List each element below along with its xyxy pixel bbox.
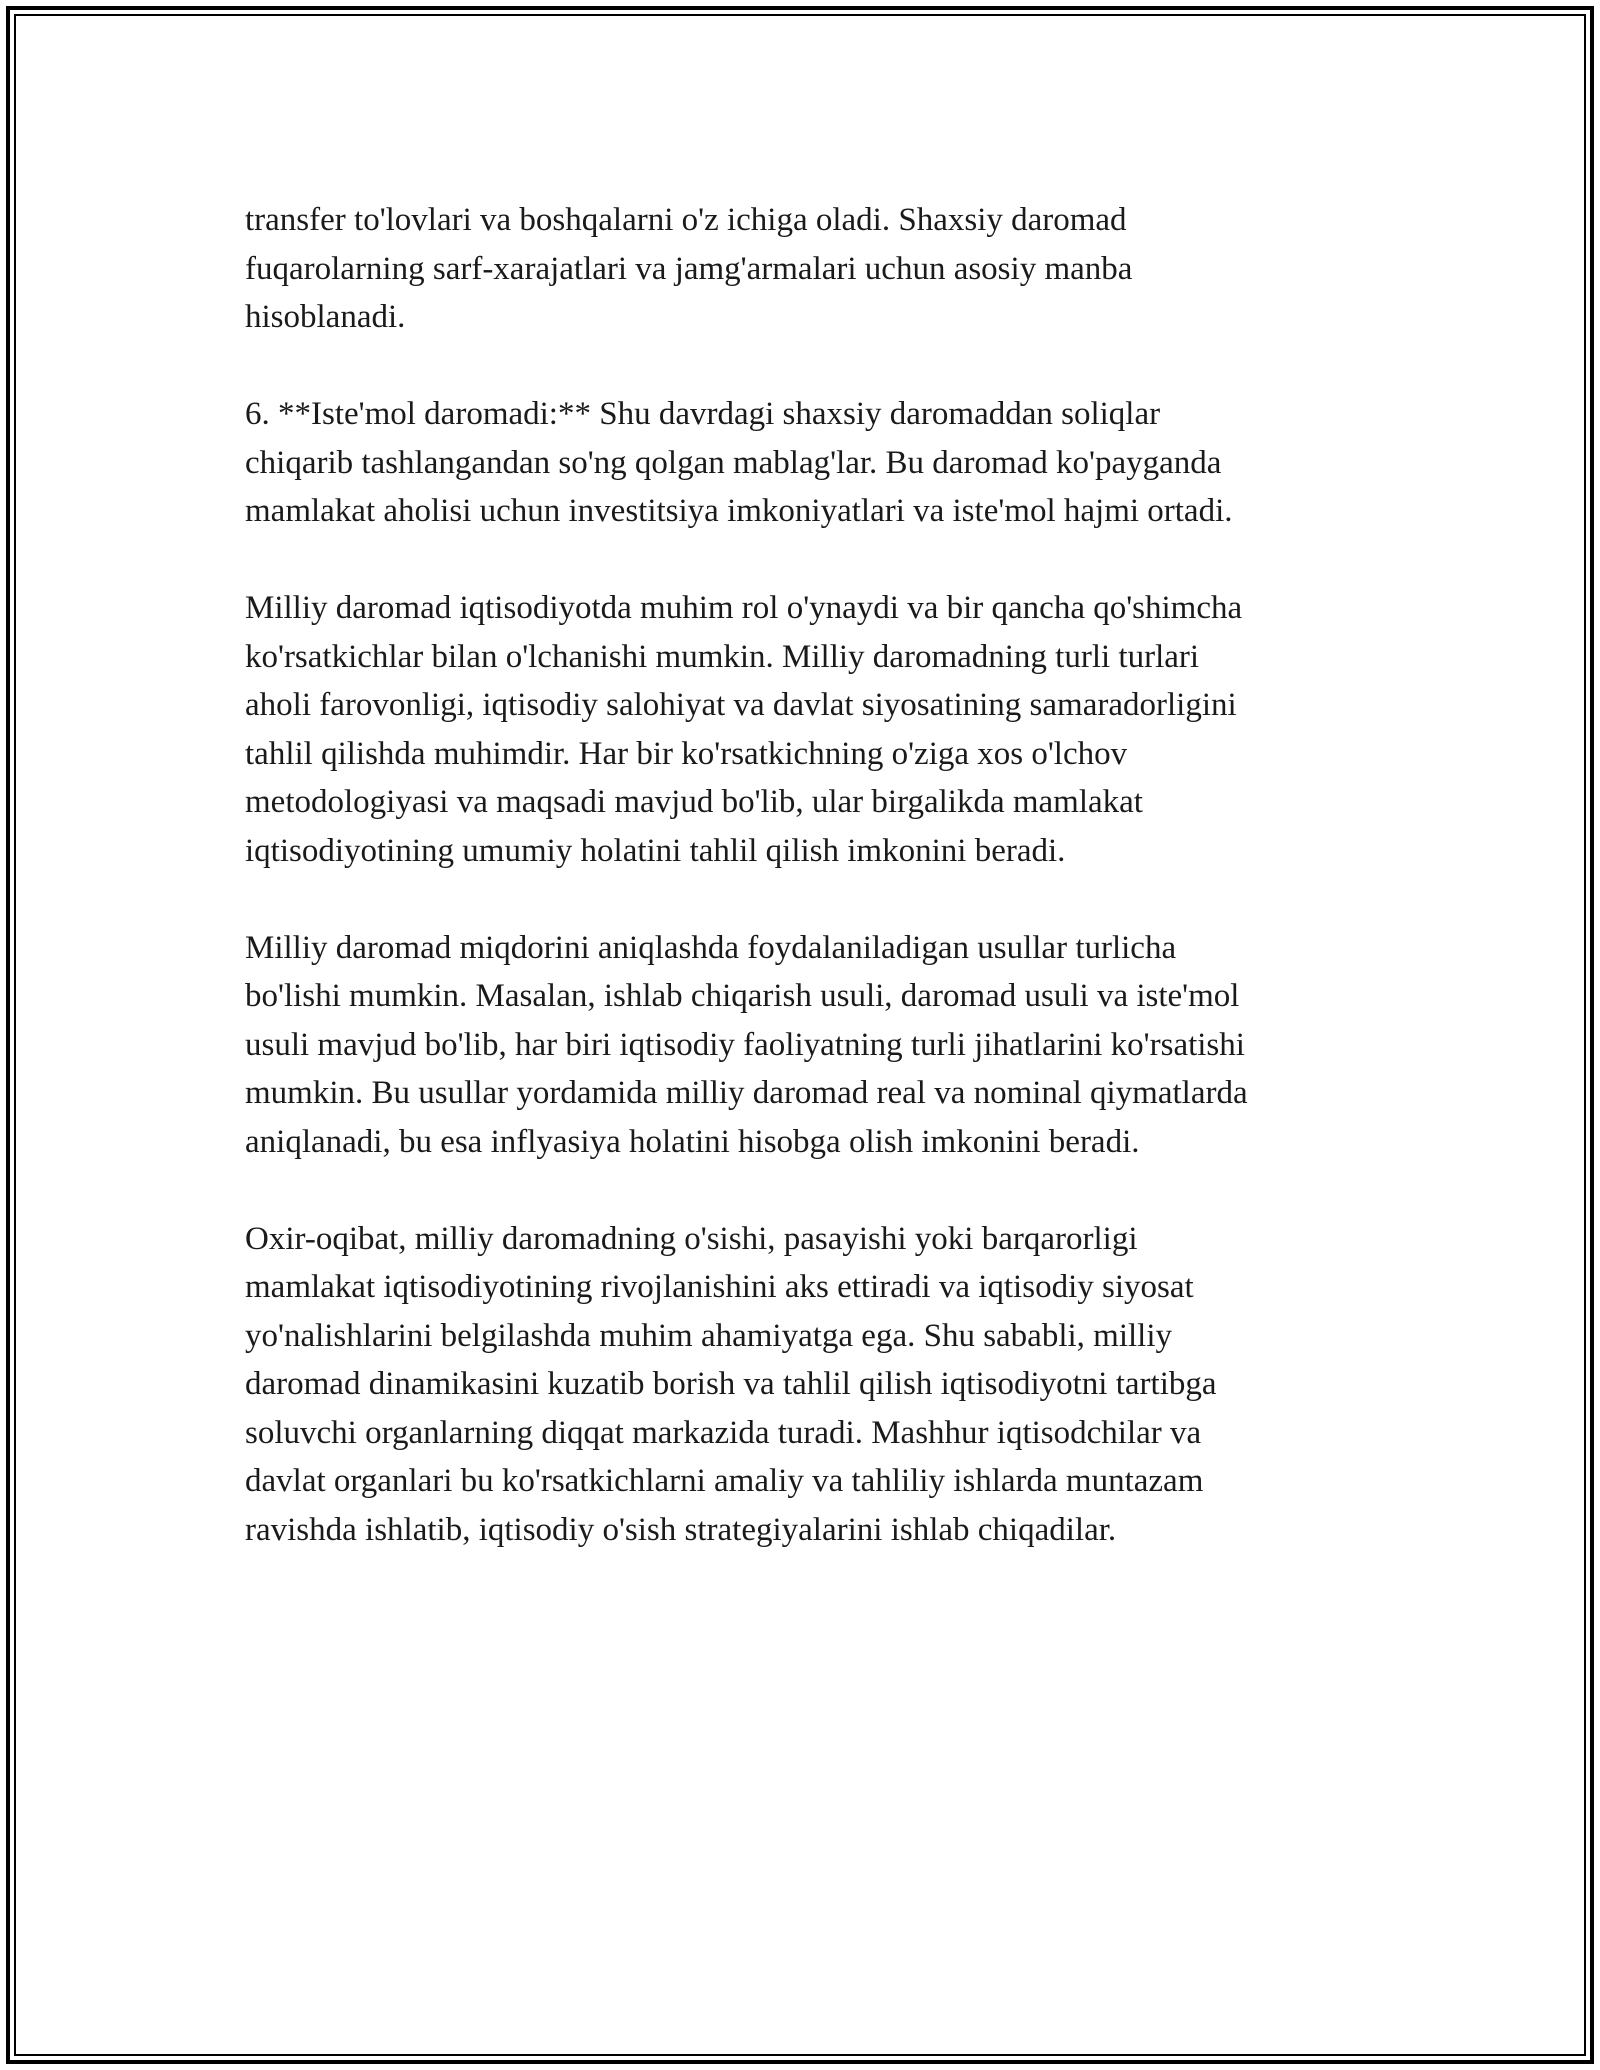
paragraph-measurement-methods: Milliy daromad miqdorini aniqlashda foydalaniladigan usullar turlicha bo'lishi mumkin. Masalan, ishlab chiqarish usuli, daromad usuli va iste'mol usuli mavjud bo'lib, har biri iqtisodiy faoliyatning turli jihatlarini ko'rsatishi mumkin. Bu usullar yordamida milliy daromad real va nominal qiymatlarda aniqlanadi, bu esa inflyasiya holatini hisobga olish imkonini beradi. [245,929,1248,1160]
paragraph-conclusion: Oxir-oqibat, milliy daromadning o'sishi, pasayishi yoki barqarorligi mamlakat iqtisodiyotining rivojlanishini aks ettiradi va iqtisodiy siyosat yo'nalishlarini belgilashda muhim ahamiyatga ega. Shu sababli, milliy daromad dinamikasini kuzatib borish va tahlil qilish iqtisodiyotni tartibga soluvchi organlarning diqqat markazida turadi. Mashhur iqtisodchilar va davlat organlari bu ko'rsatkichlarni amaliy va tahliliy ishlarda muntazam ravishda ishlatib, iqtisodiy o'sish strategiyalarini ishlab chiqadilar. [245,1220,1217,1548]
document-body [245,196,1385,1554]
paragraph-personal-income-continuation: transfer to'lovlari va boshqalarni o'z ichiga oladi. Shaxsiy daromad fuqarolarning sarf-xarajatlari va jamg'armalari uchun asosiy manba hisoblanadi. [245,202,1133,335]
paragraph-disposable-income: 6. **Iste'mol daromadi:** Shu davrdagi shaxsiy daromaddan soliqlar chiqarib tashlangandan so'ng qolgan mablag'lar. Bu daromad ko'payganda mamlakat aholisi uchun investitsiya imkoniyatlari va iste'mol hajmi ortadi. [245,396,1233,529]
paragraph-national-income-role: Milliy daromad iqtisodiyotda muhim rol o'ynaydi va bir qancha qo'shimcha ko'rsatkichlar bilan o'lchanishi mumkin. Milliy daromadning turli turlari aholi farovonligi, iqtisodiy salohiyat va davlat siyosatining samaradorligini tahlil qilishda muhimdir. Har bir ko'rsatkichning o'ziga xos o'lchov metodologiyasi va maqsadi mavjud bo'lib, ular birgalikda mamlakat iqtisodiyotining umumiy holatini tahlil qilish imkonini beradi. [245,590,1243,869]
page-frame [6,6,1594,2064]
